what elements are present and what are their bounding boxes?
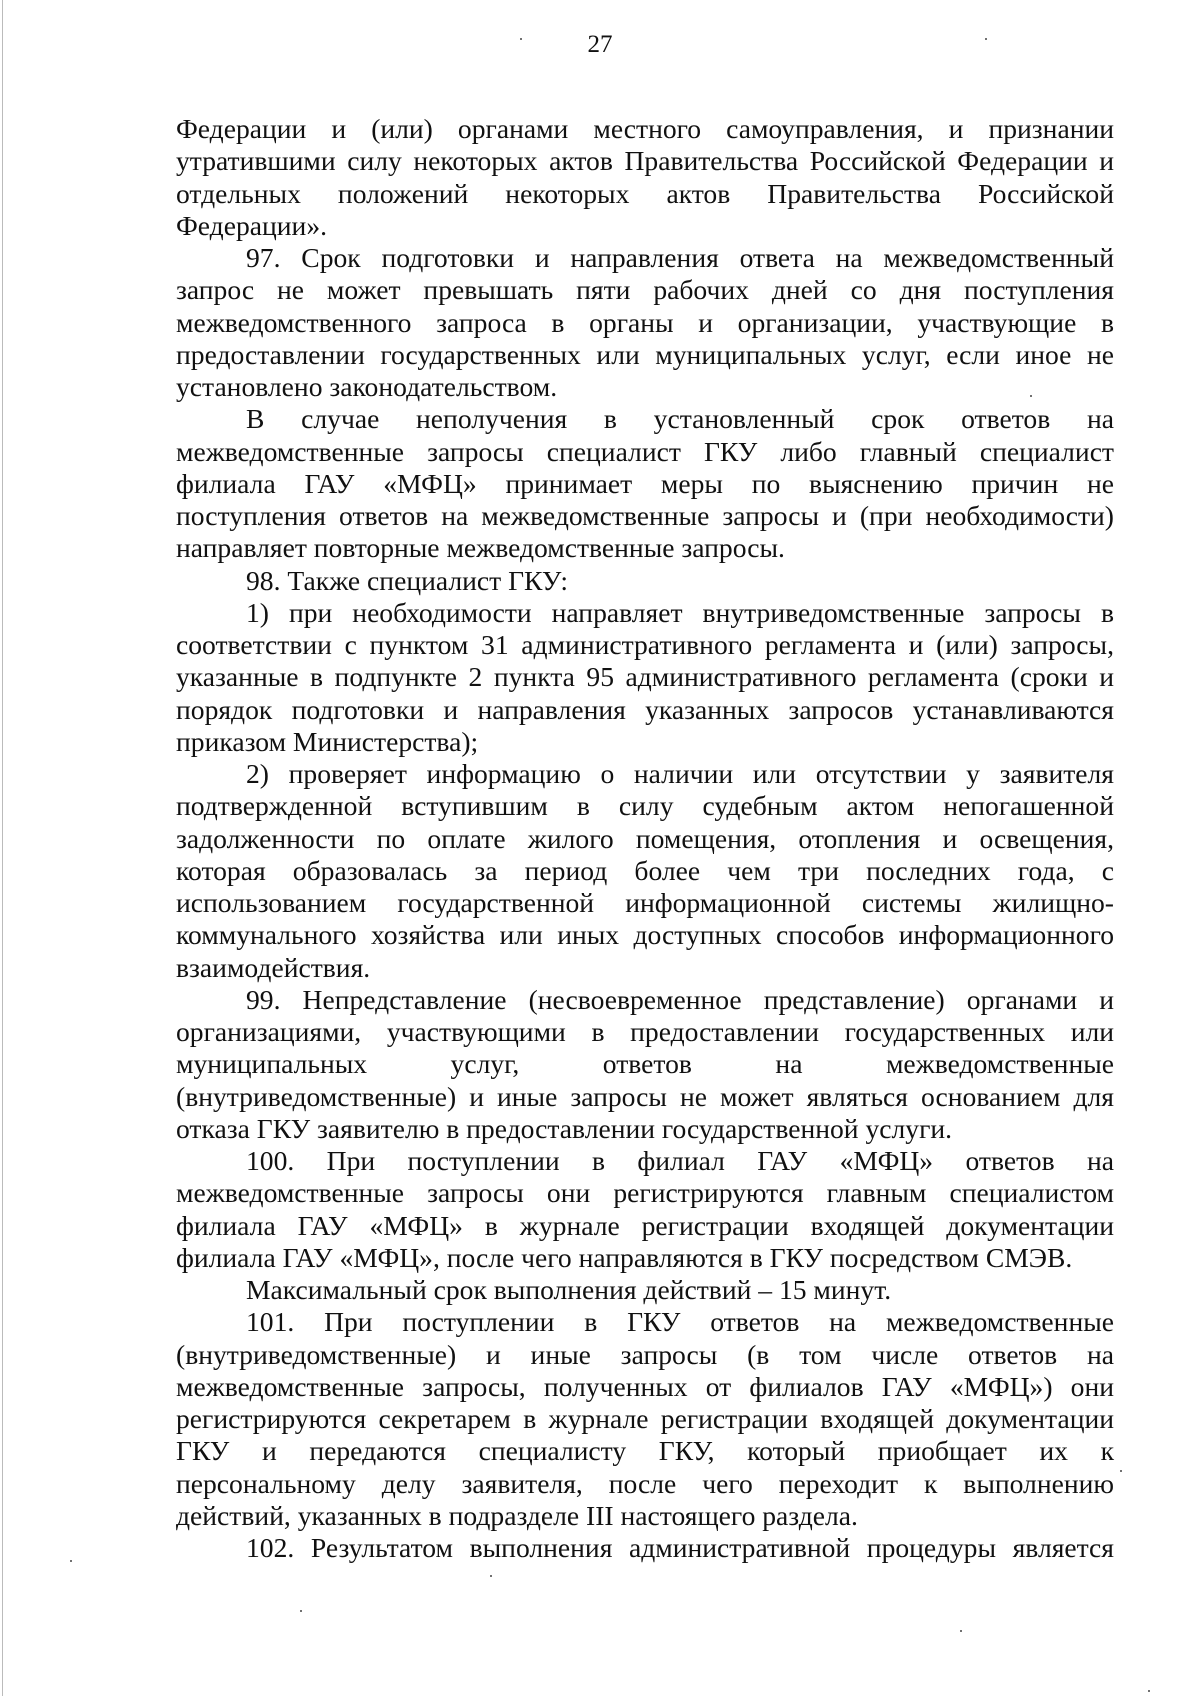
scan-speck <box>1030 395 1032 397</box>
text-line: утратившими силу некоторых актов Правительства Российской Федерации и <box>176 145 1114 177</box>
text-line: межведомственного запроса в органы и организации, участвующие в <box>176 306 1114 338</box>
text-line: межведомственные запросы, полученных от филиалов ГАУ «МФЦ») они <box>176 1370 1114 1402</box>
text-line: соответствии с пунктом 31 административного регламента и (или) запросы, <box>176 629 1114 660</box>
text-line: задолженности по оплате жилого помещения, отопления и освещения, <box>176 822 1114 854</box>
text-line: регистрируются секретарем в журнале регистрации входящей документации <box>176 1403 1114 1434</box>
text-line: 98. Также специалист ГКУ: <box>246 564 569 596</box>
text-line: Федерации и (или) органами местного самоуправления, и признании <box>176 113 1114 144</box>
scan-edge-line <box>2 0 3 1696</box>
text-line: филиала ГАУ «МФЦ» в журнале регистрации входящей документации <box>176 1209 1114 1241</box>
text-line: которая образовалась за период более чем три последних года, с <box>176 854 1114 886</box>
text-line: 97. Срок подготовки и направления ответа на межведомственный <box>246 242 1114 273</box>
text-line: (внутриведомственные) и иные запросы не может являться основанием для <box>176 1080 1114 1112</box>
scan-speck <box>520 38 522 40</box>
text-line: 100. При поступлении в филиал ГАУ «МФЦ» ответов на <box>246 1145 1114 1176</box>
scan-speck <box>70 1560 72 1562</box>
text-line: действий, указанных в подразделе III настоящего раздела. <box>176 1499 858 1531</box>
text-line: указанные в подпункте 2 пункта 95 административного регламента (сроки и <box>176 661 1114 693</box>
text-line: коммунального хозяйства или иных доступных способов информационного <box>176 919 1114 951</box>
text-line: (внутриведомственные) и иные запросы (в том числе ответов на <box>176 1338 1114 1370</box>
text-line: запрос не может превышать пяти рабочих дней со дня поступления <box>176 274 1114 306</box>
text-line: межведомственные запросы они регистрируются главным специалистом <box>176 1177 1114 1209</box>
scan-speck <box>1120 1470 1122 1472</box>
text-line: филиала ГАУ «МФЦ», после чего направляются в ГКУ посредством СМЭВ. <box>176 1241 1073 1273</box>
scan-speck <box>300 1610 302 1612</box>
text-line: предоставлении государственных или муниципальных услуг, если иное не <box>176 338 1114 370</box>
text-line: муниципальных услуг, ответов на межведомственные <box>176 1048 1114 1080</box>
text-line: установлено законодательством. <box>176 371 558 402</box>
scan-speck <box>960 1630 962 1632</box>
text-line: порядок подготовки и направления указанных запросов устанавливаются <box>176 693 1114 725</box>
text-line: 1) при необходимости направляет внутриведомственные запросы в <box>246 596 1114 628</box>
text-line: персональному делу заявителя, после чего переходит к выполнению <box>176 1467 1114 1499</box>
text-line: В случае неполучения в установленный срок ответов на <box>246 403 1114 435</box>
text-line: 102. Результатом выполнения административной процедуры является <box>246 1532 1114 1563</box>
text-line: отдельных положений некоторых актов Правительства Российской <box>176 177 1114 209</box>
text-line: отказа ГКУ заявителю в предоставлении государственной услуги. <box>176 1112 953 1144</box>
scan-speck <box>985 38 987 40</box>
text-line: поступления ответов на межведомственные запросы и (при необходимости) <box>176 500 1114 531</box>
text-line: 2) проверяет информацию о наличии или отсутствии у заявителя <box>246 758 1114 789</box>
body-text <box>176 113 1114 1564</box>
text-line: подтвержденной вступившим в силу судебным актом непогашенной <box>176 790 1114 822</box>
page-number: 27 <box>587 31 613 58</box>
text-line: использованием государственной информационной системы жилищно- <box>176 887 1114 918</box>
text-line: филиала ГАУ «МФЦ» принимает меры по выяснению причин не <box>176 467 1114 499</box>
scan-speck <box>490 1575 492 1577</box>
text-line: приказом Министерства); <box>176 725 479 757</box>
text-line: Федерации». <box>176 209 328 241</box>
text-line: Максимальный срок выполнения действий – 15 минут. <box>246 1274 892 1305</box>
text-line: направляет повторные межведомственные запросы. <box>176 532 785 564</box>
text-line: организациями, участвующими в предоставлении государственных или <box>176 1016 1114 1047</box>
text-line: 101. При поступлении в ГКУ ответов на межведомственные <box>246 1306 1114 1338</box>
text-line: межведомственные запросы специалист ГКУ либо главный специалист <box>176 435 1114 467</box>
text-line: 99. Непредставление (несвоевременное представление) органами и <box>246 983 1114 1015</box>
text-line: ГКУ и передаются специалисту ГКУ, который приобщает их к <box>176 1435 1114 1467</box>
text-line: взаимодействия. <box>176 951 371 983</box>
scan-speck <box>1148 1690 1150 1692</box>
